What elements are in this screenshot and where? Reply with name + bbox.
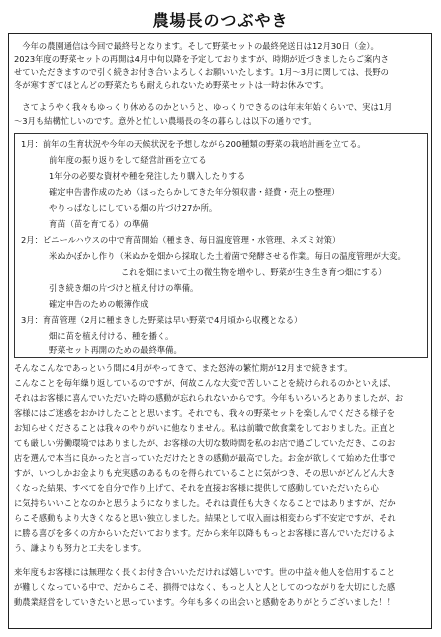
winter-schedule-box	[14, 133, 428, 358]
schedule-line: やりっぱなしにしている畑の片づけ27か所。	[49, 203, 218, 213]
closing-line: う、謙よりも努力と工夫をします。	[14, 543, 147, 553]
closing-line: すが、いつしかお金よりも充実感のあるものを得られていることに気がつき、その思いがどんどん大き	[14, 468, 396, 478]
page-title: 農場長のつぶやき	[152, 11, 289, 30]
closing-line: らこそ感動もより大きくなると思い独立しました。結果として収入面は相変わらず不安定ですが、それ	[14, 513, 396, 523]
closing-line: に勝る喜びを多くの方からいただいております。だから来年以降ももっとお客様に喜んでいただけるよ	[14, 528, 395, 538]
schedule-line: 1月：前年の生育状況や今年の天候状況を予想しながら200種類の野菜の栽培計画を立てる。	[21, 139, 366, 149]
closing-line: こんなことを毎年繰り返しているのですが、何故こんな大変で苦しいことを続けられるのかといえば、	[14, 378, 396, 388]
closing-line: が難しくなっている中で、だからこそ、損得ではなく、もっと人と人としてのつながりを大切にした感	[14, 582, 396, 592]
closing-line: くなった結果、すべてを自分で作り上げて、それを直接お客様に提供して感動していただいたら心	[14, 483, 379, 493]
schedule-line: 確定申告のための帳簿作成	[49, 299, 149, 309]
schedule-line: 野菜セット再開のための最終準備。	[49, 345, 182, 355]
intro-line: ～3月も結構忙しいのです。意外と忙しい農場長の冬の暮らしは以下の通りです。	[14, 116, 317, 126]
closing-line: 店を選んで本当に良かったと言っていただけたときの感動が最高でした。お金が欲しくて始めた仕事で	[14, 453, 396, 463]
schedule-line: 引き続き畑の片づけと植え付けの準備。	[49, 283, 199, 293]
schedule-line: 1年分の必要な資材や種を発注したり購入したりする	[49, 171, 246, 181]
closing-line: 来年度もお客様には無理なく長くお付き合いいただければ嬉しいです。世の中益々他人を信用すること	[14, 567, 395, 577]
closing-line: に気持ちいいことなのかと思うようになりました。それは責任も大きくなることではありますが、だか	[14, 498, 396, 508]
closing-line: 客様にはご迷惑をおかけしたことと思います。それでも、我々の野菜セットを楽しんでくださる様子を	[14, 408, 395, 418]
schedule-line: 3月：育苗管理（2月に種まきした野菜は早い野菜で4月頃から収穫となる）	[21, 315, 303, 325]
schedule-line: 確定申告書作成のため（ほったらかしてきた年分領収書・経費・売上の整理）	[49, 187, 340, 197]
schedule-line: 育苗（苗を育てる）の準備	[49, 219, 149, 229]
schedule-line: 米ぬかぼかし作り（米ぬかを畑から採取した土着菌で発酵させる作業。毎日の温度管理が大変。	[49, 251, 406, 261]
intro-line: 冬が寒すぎてほとんどの野菜たちも耐えられないため野菜セットは一時お休みです。	[14, 80, 329, 90]
intro-line: せていただきますので引く続きお付き合いよろしくお願いいたします。1月～3月に関しては、長野の	[14, 67, 389, 77]
closing-line: それはお客様に喜んでいただいた時の感動が忘れられないからです。今年もいろいろとありましたが、お	[14, 393, 404, 403]
closing-line: そんなこんなであっという間に4月がやってきて、また怒涛の繁忙期が12月まで続きます。	[14, 363, 353, 373]
schedule-line: 2月：ビニールハウスの中で育苗開始（種まき、毎日温度管理・水管理、ネズミ対策）	[21, 235, 341, 245]
intro-line: さてようやく我々もゆっくり休めるのかというと、ゆっくりできるのは年末年始くらいで、実は1月	[14, 102, 393, 112]
closing-line: ても厳しい労働環境ではありましたが、お客様の大切な数時間を私のお店で過ごしていただき、このお	[14, 438, 396, 448]
schedule-line: これを畑にまいて土の微生物を増やし、野菜が生き生き育つ畑にする）	[121, 267, 387, 277]
closing-line: 動農業経営をしていきたいと思っています。今年も多くの出会いと感動をありがとうございました！！	[14, 597, 395, 607]
closing-line: お知らせくださることは我々のやりがいに他なりません。私は前職で飲食業をしておりました。正直と	[14, 423, 396, 433]
schedule-line: 畑に苗を植え付ける、種を播く。	[49, 331, 174, 341]
intro-line: 2023年度の野菜セットの再開は4月中旬以降を予定しておりますが、時期が近づきましたらご案内さ	[14, 54, 389, 64]
intro-line: 今年の農園通信は今回で最終号となります。そして野菜セットの最終発送日は12月30日（金）。	[14, 41, 379, 51]
schedule-line: 前年度の振り返りをして経営計画を立てる	[49, 155, 207, 165]
